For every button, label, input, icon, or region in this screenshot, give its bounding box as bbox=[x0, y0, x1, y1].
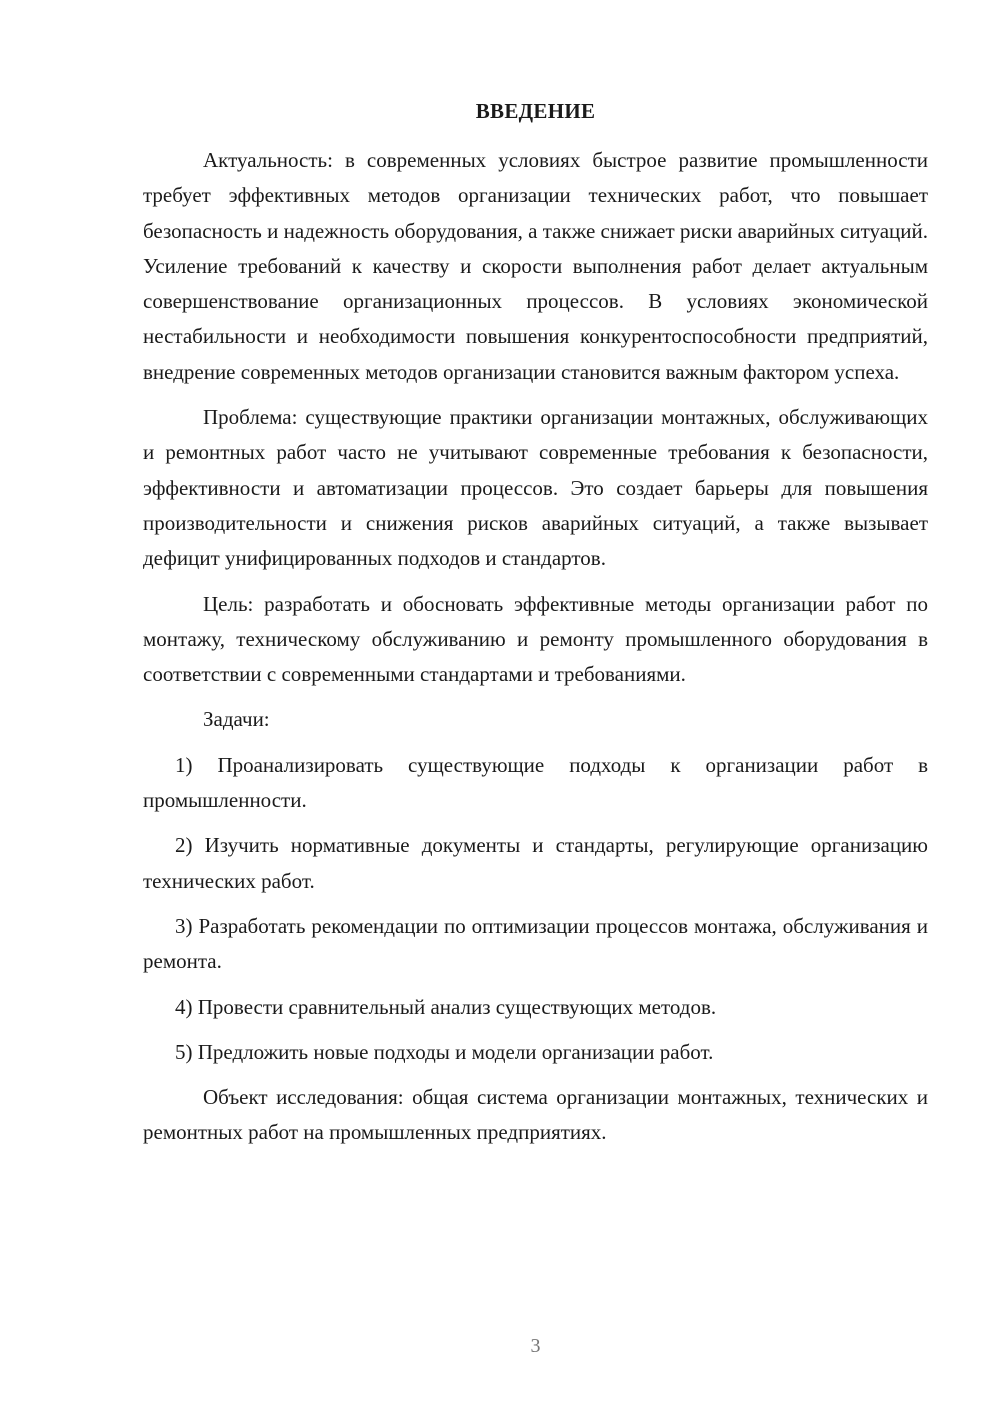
tasks-heading: Задачи: bbox=[203, 707, 270, 732]
paragraph-object: Объект исследования: общая система организации монтажных, технических и ремонтных работ на промышленных предприятиях. bbox=[143, 1085, 928, 1145]
page-number: 3 bbox=[530, 1335, 541, 1357]
task-item-2: 2) Изучить нормативные документы и стандарты, регулирующие организацию технических работ. bbox=[143, 833, 928, 893]
document-page bbox=[143, 0, 928, 1414]
body-text bbox=[143, 143, 928, 1161]
task-item-4: 4) Провести сравнительный анализ существующих методов. bbox=[175, 994, 717, 1019]
task-item-3: 3) Разработать рекомендации по оптимизации процессов монтажа, обслуживания и ремонта. bbox=[143, 913, 928, 974]
paragraph-relevance: Актуальность: в современных условиях быстрое развитие промышленности требует эффективных методов организации технических работ, что повышает безопасность и надежность оборудования, а также снижает риски аварийных ситуаций. Усиление требований к качеству и скорости выполнения работ делает актуальным совершенствование организационных процессов. В условиях экономической нестабильности и необходимости повышения конкурентоспособности предприятий, внедрение современных методов организации становится важным фактором успеха. bbox=[143, 148, 928, 384]
page-title: ВВЕДЕНИЕ bbox=[475, 99, 596, 123]
paragraph-goal: Цель: разработать и обосновать эффективные методы организации работ по монтажу, техническому обслуживанию и ремонту промышленного оборудования в соответствии с современными стандартами и требованиями. bbox=[143, 591, 928, 687]
paragraph-problem: Проблема: существующие практики организации монтажных, обслуживающих и ремонтных работ часто не учитывают современные требования к безопасности, эффективности и автоматизации процессов. Это создает барьеры для повышения производительности и снижения рисков аварийных ситуаций, а также вызывает дефицит унифицированных подходов и стандартов. bbox=[143, 405, 928, 571]
task-item-5: 5) Предложить новые подходы и модели организации работ. bbox=[175, 1039, 714, 1064]
task-item-1: 1) Проанализировать существующие подходы к организации работ в промышленности. bbox=[143, 752, 928, 813]
